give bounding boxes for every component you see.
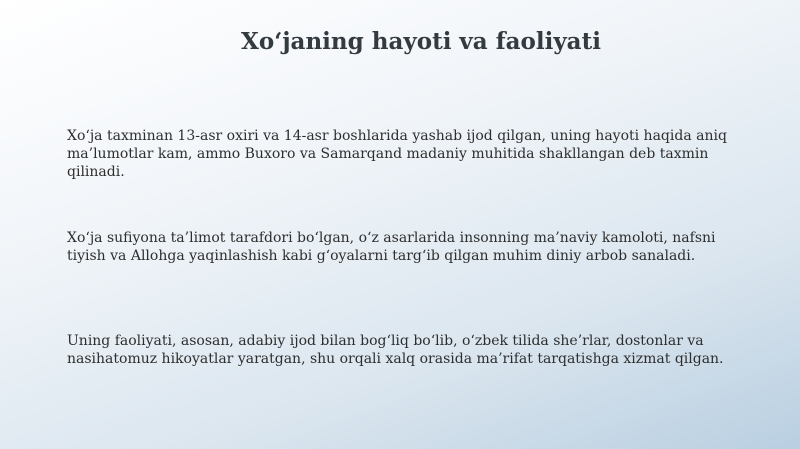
slide-title: Xo‘janing hayoti va faoliyati (241, 28, 601, 55)
paragraph-life: Xo‘ja taxminan 13-asr oxiri va 14-asr boshlarida yashab ijod qilgan, uning hayoti haqida aniq ma’lumotlar kam, ammo Buxoro va Samarqand madaniy muhitida shakllangan deb taxmin qilinadi. (67, 128, 727, 180)
paragraph-sufism: Xo‘ja sufiyona ta’limot tarafdori bo‘lgan, o‘z asarlarida insonning ma’naviy kamoloti, nafsni tiyish va Allohga yaqinlashish kabi g‘oyalarni targ‘ib qilgan muhim diniy arbob sanaladi. (67, 230, 716, 264)
paragraph-activity: Uning faoliyati, asosan, adabiy ijod bilan bog‘liq bo‘lib, o‘zbek tilida she’rlar, dostonlar va nasihatomuz hikoyatlar yaratgan, shu orqali xalq orasida ma’rifat tarqatishga xizmat qilgan. (67, 333, 724, 367)
